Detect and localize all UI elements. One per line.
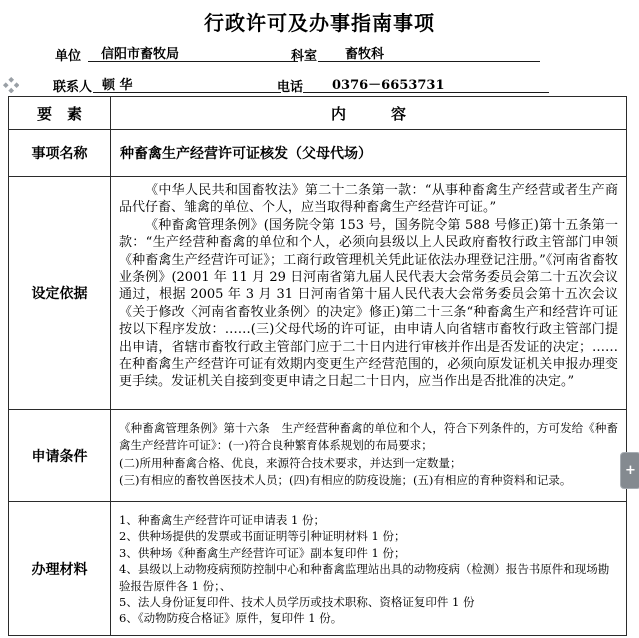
unit-label: 单位 [55,49,82,64]
item-name-value: 种畜禽生产经营许可证核发（父母代场） [111,130,626,177]
materials-item: 5、法人身份证复印件、技术人员学历或技术职称、资格证复印件 1 份 [119,595,475,610]
unit-field[interactable]: 信阳市畜牧局 [88,43,298,62]
page-title: 行政许可及办事指南事项 [204,11,435,35]
add-button[interactable]: + [620,452,639,489]
row-label-materials: 办理材料 [9,502,111,635]
materials-item: 1、种畜禽生产经营许可证申请表 1 份； [119,513,325,527]
phone-label: 电话 [277,80,304,95]
row-label-conditions: 申请条件 [9,410,111,502]
materials-item: 4、县级以上动物疫病预防控制中心和种畜禽监理站出具的动物疫病（检测）报告书原件和现场勘验报告原件各 1 份；、 [119,562,610,593]
materials-item: 3、供种场《种畜禽生产经营许可证》副本复印件 1 份； [119,545,406,560]
row-label-item-name: 事项名称 [9,130,111,177]
legal-basis-content [111,177,626,410]
contact-label: 联系人 [53,80,93,95]
materials-content [111,502,626,635]
materials-item: 2、供种场提供的发票或书面证明等引种证明材料 1 份； [119,529,406,544]
dept-label: 科室 [291,49,318,64]
dept-field[interactable]: 畜牧科 [318,43,540,62]
col-header-element: 要 素 [9,97,111,130]
legal-basis-paragraph: 《种畜禽管理条例》(国务院令第 153 号，国务院令第 588 号修正)第十五条第一款：“生产经营种畜禽的单位和个人，必须向县级以上人民政府畜牧行政主管部门申领《种畜禽生产经营许可证》；工商行政管理机关凭此证依法办理登记注册。”《河南省畜牧业条例》(2001 年 11 月 29 日河南省第九届人民代表大会常务委员会第二十五次会议通过，根据 2005 年 3 月 31 日河南省第十届人民代表大会常务委员会第十五次会议《关于修改〈河南省畜牧业条例〉的决定》修正)第二十三条“种畜禽生产和经营许可证按以下程序发放：……(三)父母代场的许可证，由申请人向省辖市畜牧行政主管部门提出申请，省辖市畜牧行政主管部门应于二十日内进行审核并作出是否发证的决定；……在种畜禽生产经营许可证有效期内变更生产经营范围的，必须向原发证机关申报办理变更手续。发证机关自接到变更申请之日起二十日内，应当作出是否批准的决定。” [119,217,618,390]
col-header-content: 内 容 [111,97,626,130]
conditions-paragraph: 《种畜禽管理条例》第十六条 生产经营种畜禽的单位和个人，符合下列条件的，方可发给《种畜禽生产经营许可证》：(一)符合良种繁育体系规划的布局要求； [119,421,618,453]
legal-basis-paragraph: 《中华人民共和国畜牧法》第二十二条第一款：“从事种畜禽生产经营或者生产商品代仔畜、雏禽的单位、个人，应当取得种畜禽生产经营许可证。” [119,183,618,216]
conditions-paragraph: (三)有相应的畜牧兽医技术人员；(四)有相应的防疫设施；(五)有相应的育种资料和记录。 [119,472,572,487]
row-label-legal-basis: 设定依据 [9,177,111,410]
conditions-paragraph: (二)所用种畜禽合格、优良，来源符合技术要求，并达到一定数量； [119,455,462,470]
info-table [8,96,627,636]
materials-item: 6、《动物防疫合格证》原件，复印件 1 份。 [119,611,343,626]
contact-field[interactable]: 顿 华 [93,74,281,93]
table-move-handle-icon[interactable] [3,77,19,93]
conditions-content [111,410,626,502]
phone-field[interactable]: 0376－6653731 [303,74,549,93]
